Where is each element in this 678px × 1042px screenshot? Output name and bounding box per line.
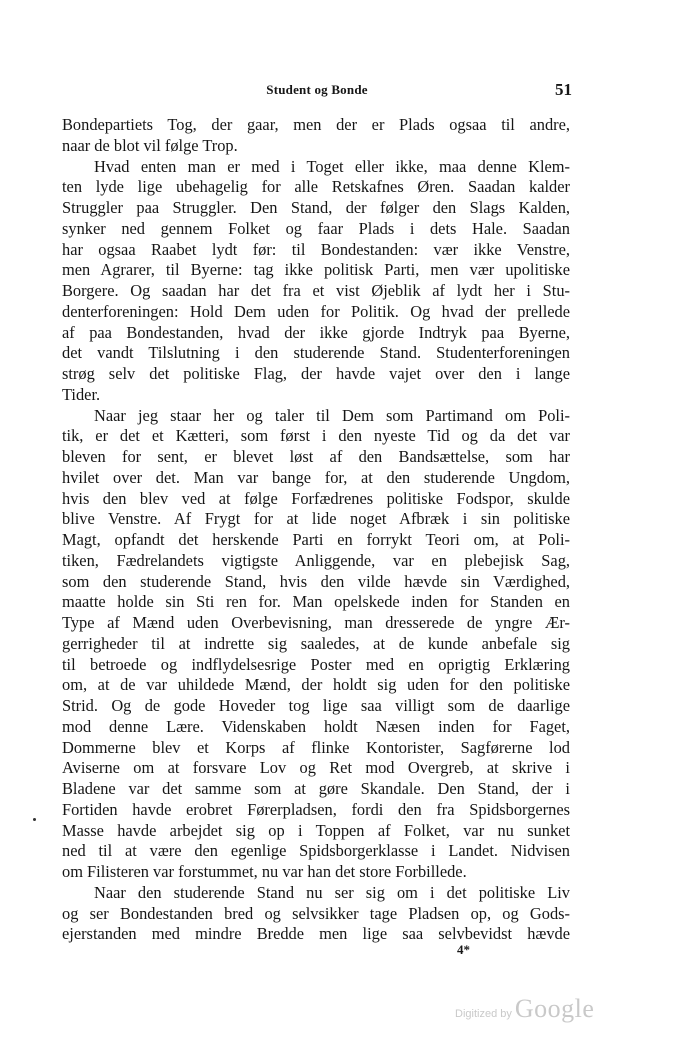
text-line: ten lyde lige ubehagelig for alle Retskafnes Øren. Saadan kalder xyxy=(62,177,570,197)
text-line: Naar jeg staar her og taler til Dem som Partimand om Poli- xyxy=(94,405,570,425)
text-line: Strid. Og de gode Hoveder tog lige saa villigt som de daarlige xyxy=(62,696,570,715)
text-line: Magt, opfandt det herskende Parti en forrykt Teori om, at Poli- xyxy=(62,530,570,549)
text-line: ejerstanden med mindre Bredde men lige saa selvbevidst hævde xyxy=(62,924,570,944)
text-line: strøg selv det politiske Flag, der havde vajet over den i lange xyxy=(62,364,570,383)
page-header xyxy=(62,80,572,104)
text-line: Bondepartiets Tog, der gaar, men der er Plads ogsaa til andre, xyxy=(62,115,570,134)
text-line: af paa Bondestanden, hvad der ikke gjorde Indtryk paa Byerne, xyxy=(62,322,570,342)
text-line: men Agrarer, til Byerne: tag ikke politisk Parti, men vær upolitiske xyxy=(62,260,570,280)
signature-mark: 4* xyxy=(457,942,470,957)
text-line: Type af Mænd uden Overbevisning, man dresserede de yngre Ær- xyxy=(62,613,570,632)
text-line: Struggler paa Struggler. Den Stand, der følger den Slags Kalden, xyxy=(62,198,570,217)
text-line: Borgere. Og saadan har det fra et vist Øjeblik af lydt her i Stu- xyxy=(62,281,570,300)
text-line: tik, er det et Kætteri, som først i den nyeste Tid og da det var xyxy=(62,426,570,446)
text-line: mod denne Lære. Videnskaben holdt Næsen inden for Faget, xyxy=(62,716,570,736)
text-line: som den studerende Stand, hvis den vilde hævde sin Værdighed, xyxy=(62,571,570,591)
text-line: Hvad enten man er med i Toget eller ikke, maa denne Klem- xyxy=(94,156,570,176)
text-line: Masse havde arbejdet sig op i Toppen af Folket, var nu sunket xyxy=(62,820,570,840)
text-line: maatte holde sin Sti ren for. Man opelskede inden for Standen en xyxy=(62,592,570,612)
text-line: hvis den blev ved at følge Forfædrenes politiske Fodspor, skulde xyxy=(62,488,570,508)
text-line: til betroede og indflydelsesrige Poster med en oprigtig Erklæring xyxy=(62,654,570,674)
text-line: gerrigheder til at indrette sig saaledes, at de kunde anbefale sig xyxy=(62,633,570,653)
text-line: det vandt Tilslutning i den studerende Stand. Studenterforeningen xyxy=(62,343,570,363)
text-line: om, at de var uhildede Mænd, der holdt sig uden for den politiske xyxy=(62,675,570,695)
text-line: Aviserne om at forsvare Lov og Ret mod Overgreb, at skrive i xyxy=(62,758,570,778)
text-line: og ser Bondestanden bred og selvsikker tage Pladsen op, og Gods- xyxy=(62,903,570,923)
text-line: Bladene var det samme som at gøre Skandale. Den Stand, der i xyxy=(62,779,570,798)
text-line: denterforeningen: Hold Dem uden for Politik. Og hvad der prellede xyxy=(62,301,570,321)
text-line: Naar den studerende Stand nu ser sig om i det politiske Liv xyxy=(94,882,570,902)
body-text xyxy=(62,115,570,945)
text-line: ned til at være den egenlige Spidsborgerklasse i Landet. Nidvisen xyxy=(62,841,570,861)
text-line: hvilet over det. Man var bange for, at den studerende Ungdom, xyxy=(62,467,570,487)
watermark-brand-logo: Google xyxy=(514,994,595,1023)
digitized-watermark xyxy=(455,994,594,1024)
page-number: 51 xyxy=(555,80,572,99)
text-line: har ogsaa Raabet lydt før: til Bondestanden: vær ikke Venstre, xyxy=(62,239,570,259)
text-line: om Filisteren var forstummet, nu var han det store Forbillede. xyxy=(62,862,467,881)
text-line: bleven for sent, er blevet løst af den Bandsættelse, som har xyxy=(62,447,570,466)
text-line: synker ned gennem Folket og faar Plads i dets Hale. Saadan xyxy=(62,218,570,238)
running-title: Student og Bonde xyxy=(266,82,368,97)
text-line: Fortiden havde erobret Førerpladsen, fordi den fra Spidsborgernes xyxy=(62,799,570,819)
text-line: tiken, Fædrelandets vigtigste Anliggende, var en plebejisk Sag, xyxy=(62,550,570,570)
text-line: naar de blot vil følge Trop. xyxy=(62,135,238,155)
text-line: Dommerne blev et Korps af flinke Kontorister, Sagførerne lod xyxy=(62,737,570,757)
watermark-prefix: Digitized by xyxy=(455,1008,512,1020)
text-line: Tider. xyxy=(62,384,101,404)
text-line: blive Venstre. Af Frygt for at lide noget Afbræk i sin politiske xyxy=(62,509,570,529)
margin-speck xyxy=(33,818,36,821)
